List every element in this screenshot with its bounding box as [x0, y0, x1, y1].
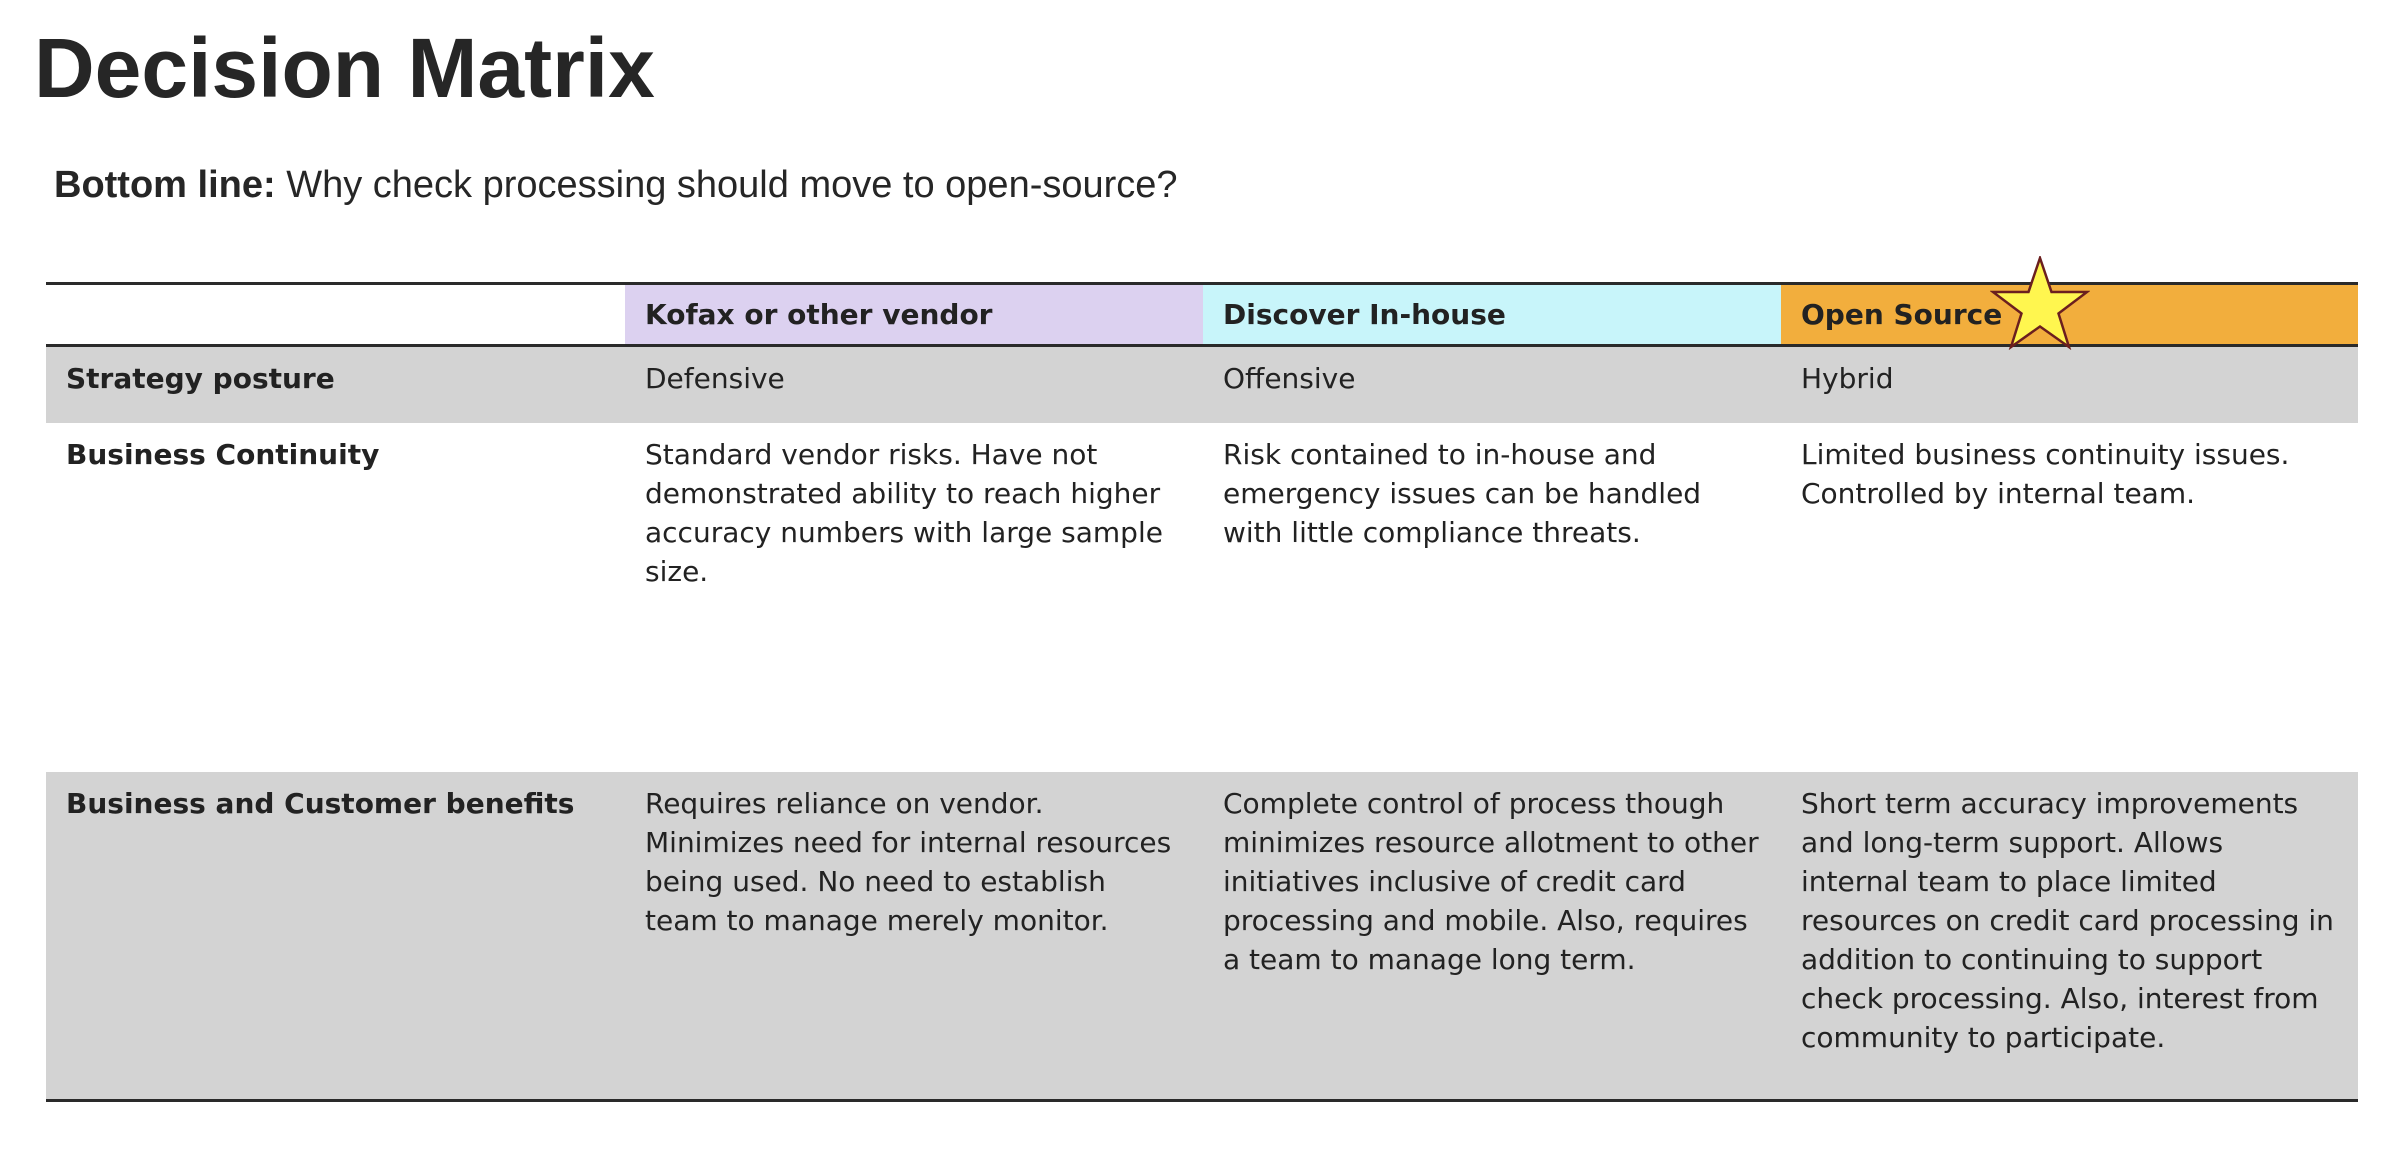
- cell-in-house-benefits: Complete control of process though minimizes resource allotment to other initiatives inclusive of credit card processing and mobile. Also, requires a team to manage long term.: [1203, 772, 1781, 1101]
- star-shape: [1993, 258, 2087, 347]
- row-label: Business and Customer benefits: [46, 772, 625, 1101]
- decision-matrix-table: [46, 282, 2358, 1102]
- cell-open-source-strategy: Hybrid: [1781, 346, 2358, 423]
- cell-kofax-benefits: Requires reliance on vendor. Minimizes need for internal resources being used. No need to establish team to manage merely monitor.: [625, 772, 1203, 1101]
- header-discover-in-house: Discover In-house: [1203, 284, 1781, 346]
- bottom-line-label: Bottom line:: [54, 164, 276, 206]
- row-label: Strategy posture: [46, 346, 625, 423]
- page-title: Decision Matrix: [34, 21, 655, 115]
- bottom-line: [54, 158, 1178, 212]
- cell-open-source-continuity: Limited business continuity issues. Controlled by internal team.: [1801, 437, 2290, 510]
- header-kofax-vendor: Kofax or other vendor: [625, 284, 1203, 346]
- cell-in-house-strategy: Offensive: [1203, 346, 1781, 423]
- row-business-customer-benefits: [46, 772, 2358, 1101]
- row-business-continuity: [46, 423, 2358, 772]
- cell-kofax-strategy: Defensive: [625, 346, 1203, 423]
- star-icon: [1990, 256, 2090, 350]
- header-open-source: Open Source: [1781, 284, 2358, 346]
- cell-in-house-continuity: Risk contained to in-house and emergency issues can be handled with little compliance threats.: [1223, 437, 1702, 549]
- row-label: Business Continuity: [66, 437, 380, 471]
- bottom-line-question: Why check processing should move to open-source?: [275, 164, 1178, 206]
- cell-kofax-continuity: Standard vendor risks. Have not demonstrated ability to reach higher accuracy numbers with large sample size.: [645, 437, 1163, 588]
- header-corner: [46, 284, 625, 346]
- row-strategy-posture: [46, 346, 2358, 423]
- cell-open-source-benefits: Short term accuracy improvements and long-term support. Allows internal team to place limited resources on credit card processing in addition to continuing to support check processing. Also, interest from community to participate.: [1781, 772, 2358, 1101]
